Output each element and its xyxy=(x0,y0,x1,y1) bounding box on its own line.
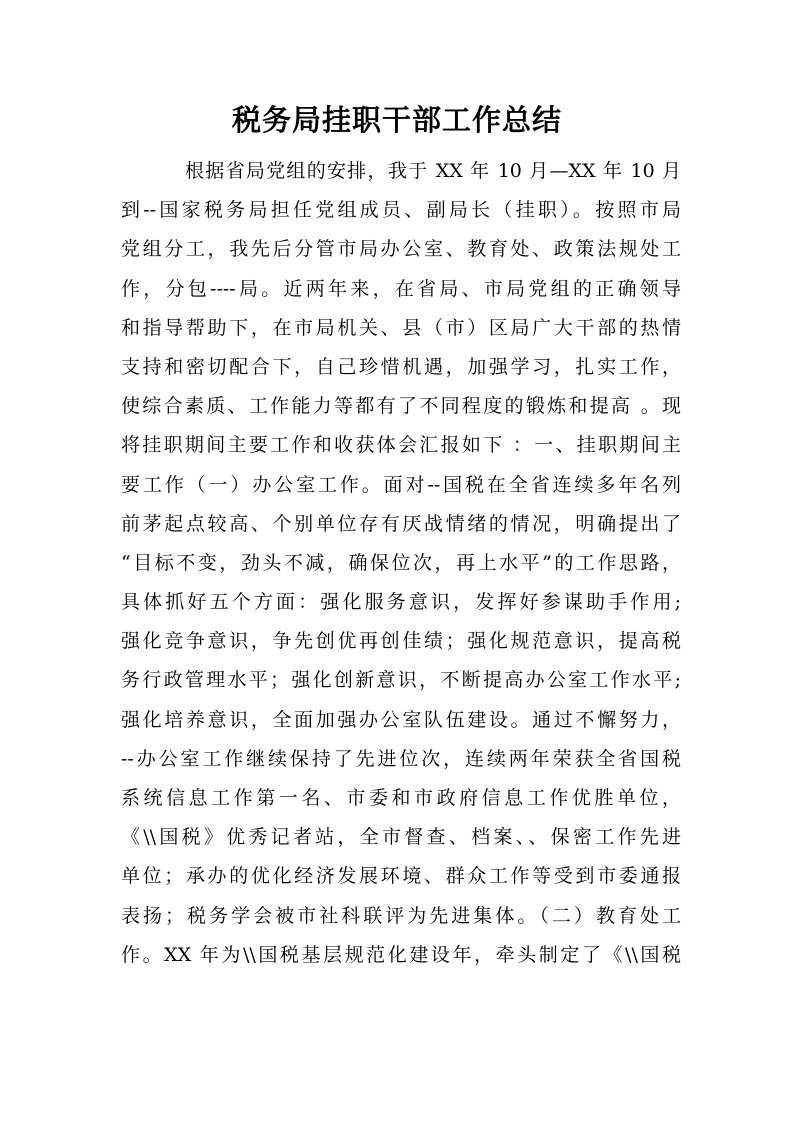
body-line: 作，分包----局。近两年来，在省局、市局党组的正确领导 xyxy=(121,277,681,300)
body-line: 要工作（一）办公室工作。面对--国税在全省连续多年名列 xyxy=(121,473,681,496)
body-line: 作。XX 年为\\国税基层规范化建设年，牵头制定了《\\国税 xyxy=(121,943,681,966)
body-line: 系统信息工作第一名、市委和市政府信息工作优胜单位， xyxy=(121,787,681,809)
body-line: 到--国家税务局担任党组成员、副局长（挂职）。按照市局 xyxy=(121,199,681,222)
document-title: 税务局挂职干部工作总结 xyxy=(231,103,562,137)
body-line: --办公室工作继续保持了先进位次，连续两年荣获全省国税 xyxy=(121,747,681,770)
body-line: 支持和密切配合下，自己珍惜机遇，加强学习，扎实工作， xyxy=(121,355,681,378)
body-line: 务行政管理水平；强化创新意识，不断提高办公室工作水平; xyxy=(121,669,681,692)
body-line: 使综合素质、工作能力等都有了不同程度的锻炼和提高 。现 xyxy=(121,395,681,418)
body-line: 将挂职期间主要工作和收获体会汇报如下 ：一、挂职期间主 xyxy=(121,434,681,457)
body-line: 强化竞争意识，争先创优再创佳绩；强化规范意识，提高税 xyxy=(121,630,681,653)
body-line: 强化培养意识，全面加强办公室队伍建设。通过不懈努力， xyxy=(121,708,681,731)
body-line: 具体抓好五个方面：强化服务意识，发挥好参谋助手作用; xyxy=(121,591,681,614)
body-line: 党组分工，我先后分管市局办公室、教育处、政策法规处工 xyxy=(121,238,681,261)
body-line: 和指导帮助下，在市局机关、县（市）区局广大干部的热情 xyxy=(121,316,681,339)
body-line: 单位；承办的优化经济发展环境、群众工作等受到市委通报 xyxy=(121,865,681,888)
body-line: “目标不变，劲头不减，确保位次，再上水平”的工作思路， xyxy=(121,551,681,574)
body-line: 表扬；税务学会被市社科联评为先进集体。（二）教育处工 xyxy=(121,904,681,927)
document-body xyxy=(121,152,681,975)
body-line: 《\\国税》优秀记者站，全市督查、档案、、保密工作先进 xyxy=(121,826,681,849)
body-line: 根据省局党组的安排，我于 XX 年 10 月—XX 年 10 月 xyxy=(185,160,681,182)
body-line: 前茅起点较高、个别单位存有厌战情绪的情况，明确提出了 xyxy=(121,512,681,535)
